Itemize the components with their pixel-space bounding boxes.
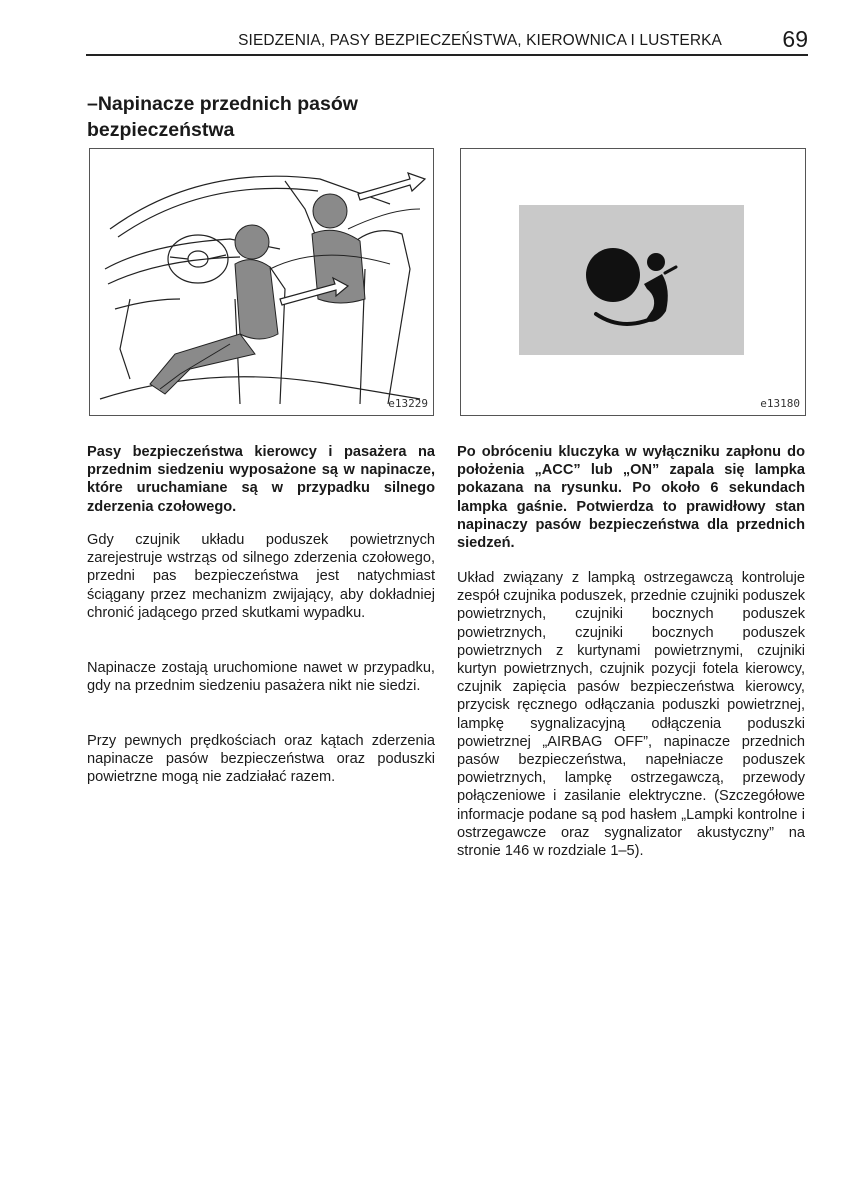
left-paragraph-1: Gdy czujnik układu poduszek powietrznych zarejestruje wstrząs od silnego zderzenia czołowego, przedni pas bezpieczeństwa jest natychmiast ściągany przez mechanizm zwijający, aby dokładniej chronić jadącego przed skutkami wypadku.: [87, 532, 435, 621]
right-paragraph-1: Układ związany z lampką ostrzegawczą kontroluje zespół czujnika poduszek, przednie czujniki poduszek powietrznych, czujniki bocznych poduszek powietrznych, czujniki bocznych poduszek powietrznych z kurtynami powietrznymi, czujniki kurtyn powietrznych, czujnik pozycji fotela kierowcy, czujnik zapięcia pasów bezpieczeństwa kierowcy, przycisk ręcznego odłączania poduszki powietrznej, lampkę sygnalizacyjną odłączenia poduszki powietrznej „AIRBAG OFF”, napinacze przednich pasów bezpieczeństwa, napełniacze poduszek powietrznych, lampkę ostrzegawczą, przewody połączeniowe i zasilanie elektryczne. (Szczegółowe informacje podane są pod hasłem „Lampki kontrolne i ostrzegawcze oraz sygnalizator akustyczny” na stronie 146 w rozdziale 1–5).: [457, 570, 806, 860]
section-heading: [87, 91, 417, 143]
car-interior-seatbelt-illustration-icon: [90, 149, 433, 415]
right-column-para-1: [457, 569, 805, 860]
left-column-para-1: [87, 531, 435, 622]
figure-code: e13180: [760, 397, 800, 410]
left-paragraph-2: Napinacze zostają uruchomione nawet w przypadku, gdy na przednim siedzeniu pasażera nikt nie siedzi.: [87, 660, 435, 695]
right-bold-intro: Po obróceniu kluczyka w wyłączniku zapłonu do położenia „ACC” lub „ON” zapala się lampka pokazana na rysunku. Po około 6 sekundach lampka gaśnie. Potwierdza to prawidłowy stan napinaczy pasów bezpieczeństwa dla przednich siedzeń.: [457, 444, 805, 552]
left-column: [87, 443, 435, 516]
left-bold-intro: Pasy bezpieczeństwa kierowcy i pasażera na przednim siedzeniu wyposażone są w napinacze, które uruchamiane są w przypadku silnego zderzenia czołowego.: [87, 444, 435, 515]
section-title: SIEDZENIA, PASY BEZPIECZEŃSTWA, KIEROWNICA I LUSTERKA: [238, 32, 722, 49]
left-column-para-2: [87, 659, 435, 695]
right-column: [457, 443, 805, 552]
left-paragraph-3: Przy pewnych prędkościach oraz kątach zderzenia napinacze pasów bezpieczeństwa oraz poduszki powietrzne mogą nie zadziałać razem.: [87, 733, 435, 786]
airbag-warning-icon: [461, 149, 805, 415]
figure-code: e13229: [388, 397, 428, 410]
page-number: 69: [782, 26, 808, 52]
figure-car-interior: [89, 148, 434, 416]
running-header: [86, 28, 808, 56]
heading-line-2: bezpieczeństwa: [87, 119, 235, 141]
left-column-para-3: [87, 732, 435, 787]
heading-line-1: –Napinacze przednich pasów: [87, 93, 358, 115]
figure-airbag-warning-lamp: [460, 148, 806, 416]
